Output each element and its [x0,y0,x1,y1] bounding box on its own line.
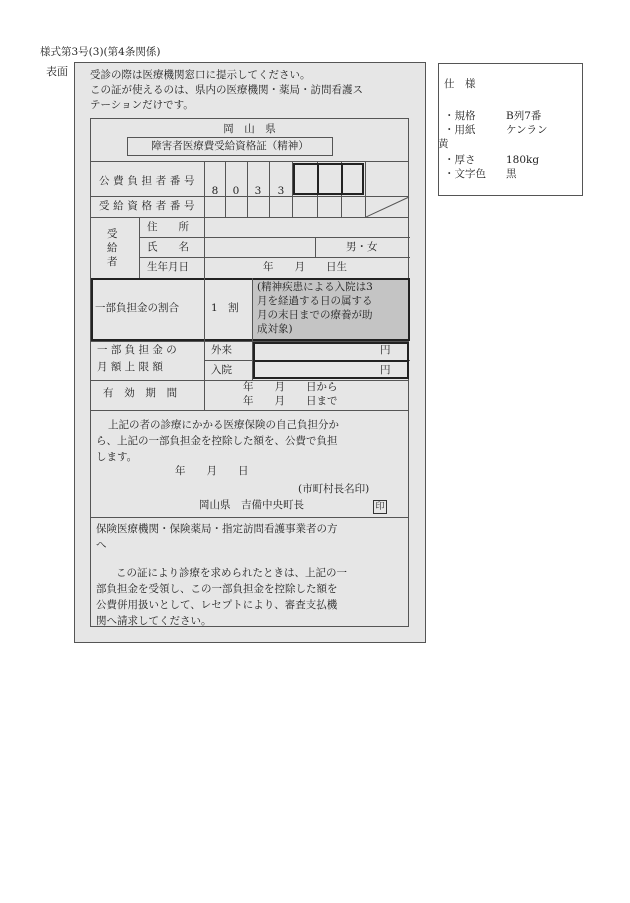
validity-to: 年 月 日まで [243,395,338,407]
certificate-sheet [90,118,409,627]
prefecture-name: 岡 山 県 [223,123,276,135]
recipient-number-label: 受給資格者番号 [99,200,199,212]
spec-paper: ・用紙 ケンラン [444,124,548,136]
sex-options: 男・女 [346,241,378,253]
spec-size: ・規格 B列7番 [444,110,542,122]
providers-note: 保険医療機関・保険薬局・指定訪問看護事業者の方 へ この証により診療を求められたときは、上記の一 部負担金を受領し、この一部負担金を控除した額を 公費併用扱いとして、レセプトにより、審査支払機 関へ請求してください。 [96,523,347,627]
monthly-limit-label-2: 月 額 上 限 額 [97,361,163,373]
payer-check-digits [293,163,364,195]
certificate-title: 障害者医療費受給資格証（精神） [127,137,333,156]
payer-digit: 3 [277,185,285,197]
copay-note: (精神疾患による入院は3 月を経過する日の属する 月の末日までの療養が助 成対象) [257,281,373,335]
monthly-limit-label-1: 一 部 負 担 金 の [97,344,177,356]
statement-text: 上記の者の診療にかかる医療保険の自己負担分か ら、上記の一部負担金を控除した額を、公費で負担 します。 [96,419,339,463]
spec-thickness: ・厚さ 180kg [444,154,540,166]
seal-mark: 印 [373,500,387,514]
copay-ratio-value: 1 割 [211,302,239,314]
notice [90,68,420,113]
mayor-note: (市町村長名印) [298,483,370,495]
payer-digit: 8 [211,185,219,197]
validity-label: 有 効 期 間 [103,387,181,399]
notice-line-3: テーションだけです。 [90,99,194,111]
name-label: 氏 名 [147,241,189,253]
payer-digit: 0 [232,185,240,197]
spec-paper-color: 黄 [438,138,449,150]
diagonal-slash [366,196,410,217]
recipient-group-label: 受給者 [107,228,118,268]
payer-digit: 3 [254,185,262,197]
outpatient-label: 外来 [211,344,232,356]
notice-line-2: この証が使えるのは、県内の医療機関・薬局・訪問看護ス [90,84,363,96]
notice-line-1: 受診の際は医療機関窓口に提示してください。 [90,69,311,81]
form-number: 様式第3号(3)(第4条関係) [40,46,161,58]
spec-title: 仕 様 [444,78,476,90]
birth-date-label: 生年月日 [147,261,189,273]
inpatient-yen: 円 [380,364,391,376]
address-label: 住 所 [147,221,189,233]
validity-from: 年 月 日から [243,381,338,393]
issuer-name: 岡山県 吉備中央町長 [199,499,304,511]
side-label: 表面 [46,65,68,78]
payer-number-label: 公費負担者番号 [99,175,199,187]
copay-ratio-label: 一部負担金の割合 [95,302,179,314]
birth-date-format: 年 月 日生 [263,261,347,273]
spec-text-color: ・文字色 黒 [444,168,517,180]
outpatient-yen: 円 [380,344,391,356]
inpatient-label: 入院 [211,364,232,376]
issue-date: 年 月 日 [175,465,249,477]
